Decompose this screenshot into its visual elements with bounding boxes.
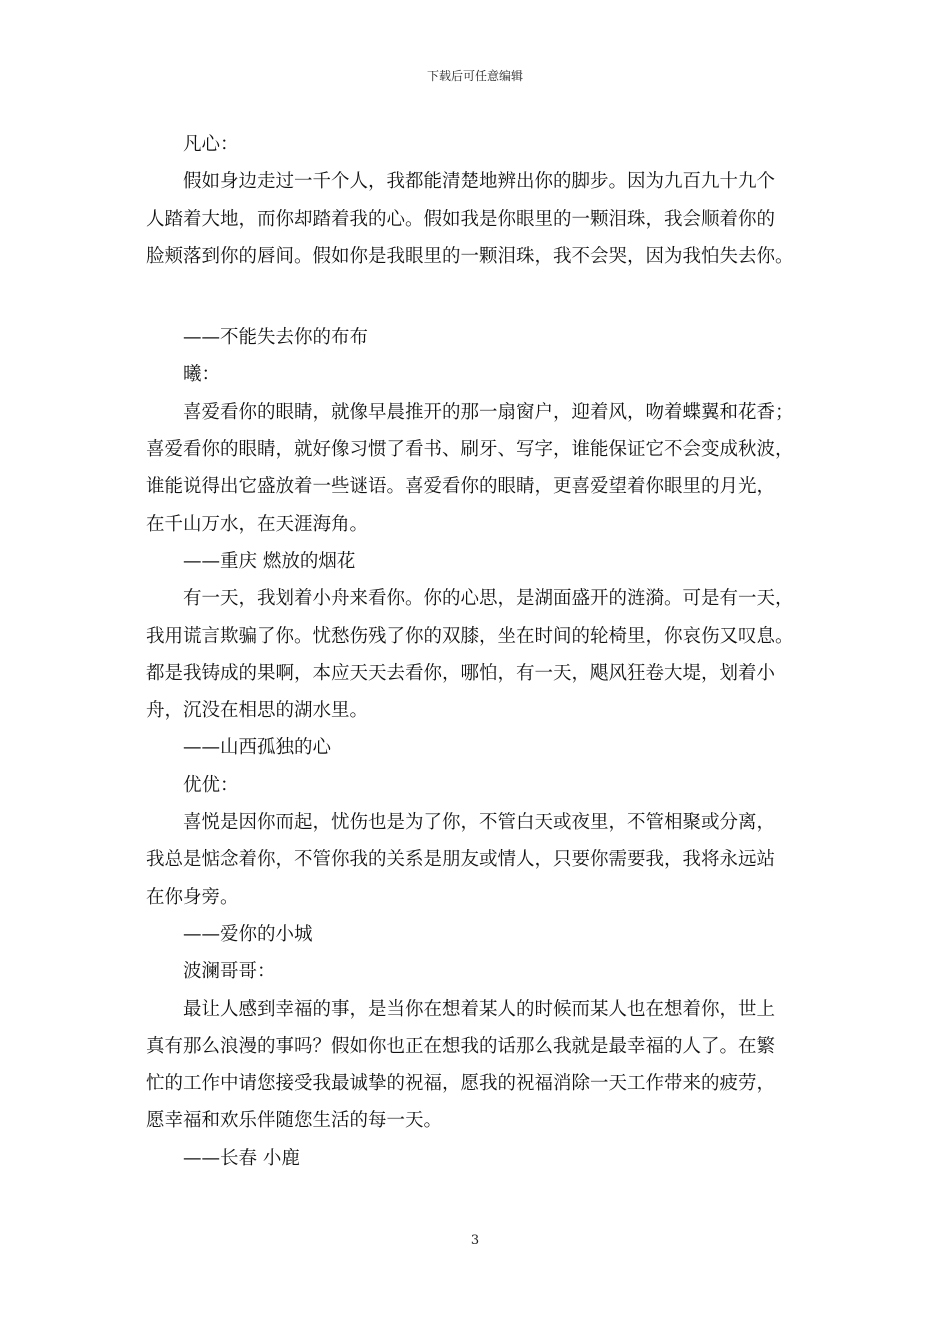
paragraph-line: 愿幸福和欢乐伴随您生活的每一天。: [146, 1110, 443, 1132]
paragraph-line: 在千山万水，在天涯海角。: [146, 513, 369, 535]
salutation: 曦：: [183, 364, 221, 386]
paragraph-line: 舟，沉没在相思的湖水里。: [146, 700, 369, 722]
paragraph-line: 都是我铸成的果啊，本应天天去看你，哪怕，有一天，飓风狂卷大堤，划着小: [146, 662, 776, 684]
paragraph-line: 在你身旁。: [146, 886, 239, 908]
signature: ——不能失去你的布布: [183, 327, 369, 349]
page-header: 下载后可任意编辑: [426, 69, 523, 83]
signature: ——重庆 燃放的烟花: [183, 550, 356, 572]
paragraph-line: 人踏着大地，而你却踏着我的心。假如我是你眼里的一颗泪珠，我会顺着你的: [146, 208, 776, 230]
salutation: 凡心：: [183, 134, 239, 155]
paragraph-gap: [146, 275, 816, 319]
paragraph-line: 最让人感到幸福的事，是当你在想着某人的时候而某人也在想着你，世上: [183, 998, 776, 1020]
paragraph-line: 我用谎言欺骗了你。忧愁伤残了你的双膝，坐在时间的轮椅里，你哀伤又叹息。: [146, 625, 794, 647]
signature: ——长春 小鹿: [183, 1147, 300, 1169]
paragraph-line: 谁能说得出它盛放着一些谜语。喜爱看你的眼睛，更喜爱望着你眼里的月光，: [146, 476, 776, 498]
signature: ——爱你的小城: [183, 923, 313, 945]
paragraph-line: 有一天，我划着小舟来看你。你的心思，是湖面盛开的涟漪。可是有一天，: [183, 588, 794, 610]
paragraph-line: 喜爱看你的眼睛，就好像习惯了看书、刷牙、写字，谁能保证它不会变成秋波，: [146, 439, 794, 461]
salutation: 优优：: [183, 774, 239, 796]
paragraph-line: 我总是惦念着你，不管你我的关系是朋友或情人，只要你需要我，我将永远站: [146, 849, 776, 871]
paragraph-line: 喜爱看你的眼睛，就像早晨推开的那一扇窗户，迎着风，吻着蝶翼和花香；: [183, 401, 794, 423]
paragraph-line: 真有那么浪漫的事吗？假如你也正在想我的话那么我就是最幸福的人了。在繁: [146, 1035, 776, 1057]
page-number: 3: [470, 1233, 480, 1248]
paragraph-line: 忙的工作中请您接受我最诚挚的祝福，愿我的祝福消除一天工作带来的疲劳，: [146, 1073, 776, 1095]
paragraph-line: 喜悦是因你而起，忧伤也是为了你，不管白天或夜里，不管相聚或分离，: [183, 812, 776, 834]
paragraph-line: 假如身边走过一千个人，我都能清楚地辨出你的脚步。因为九百九十九个: [183, 171, 776, 193]
salutation: 波澜哥哥：: [183, 961, 276, 983]
letter-body: [146, 126, 816, 1177]
signature: ——山西孤独的心: [183, 737, 332, 759]
paragraph-line: 脸颊落到你的唇间。假如你是我眼里的一颗泪珠，我不会哭，因为我怕失去你。: [146, 245, 794, 267]
